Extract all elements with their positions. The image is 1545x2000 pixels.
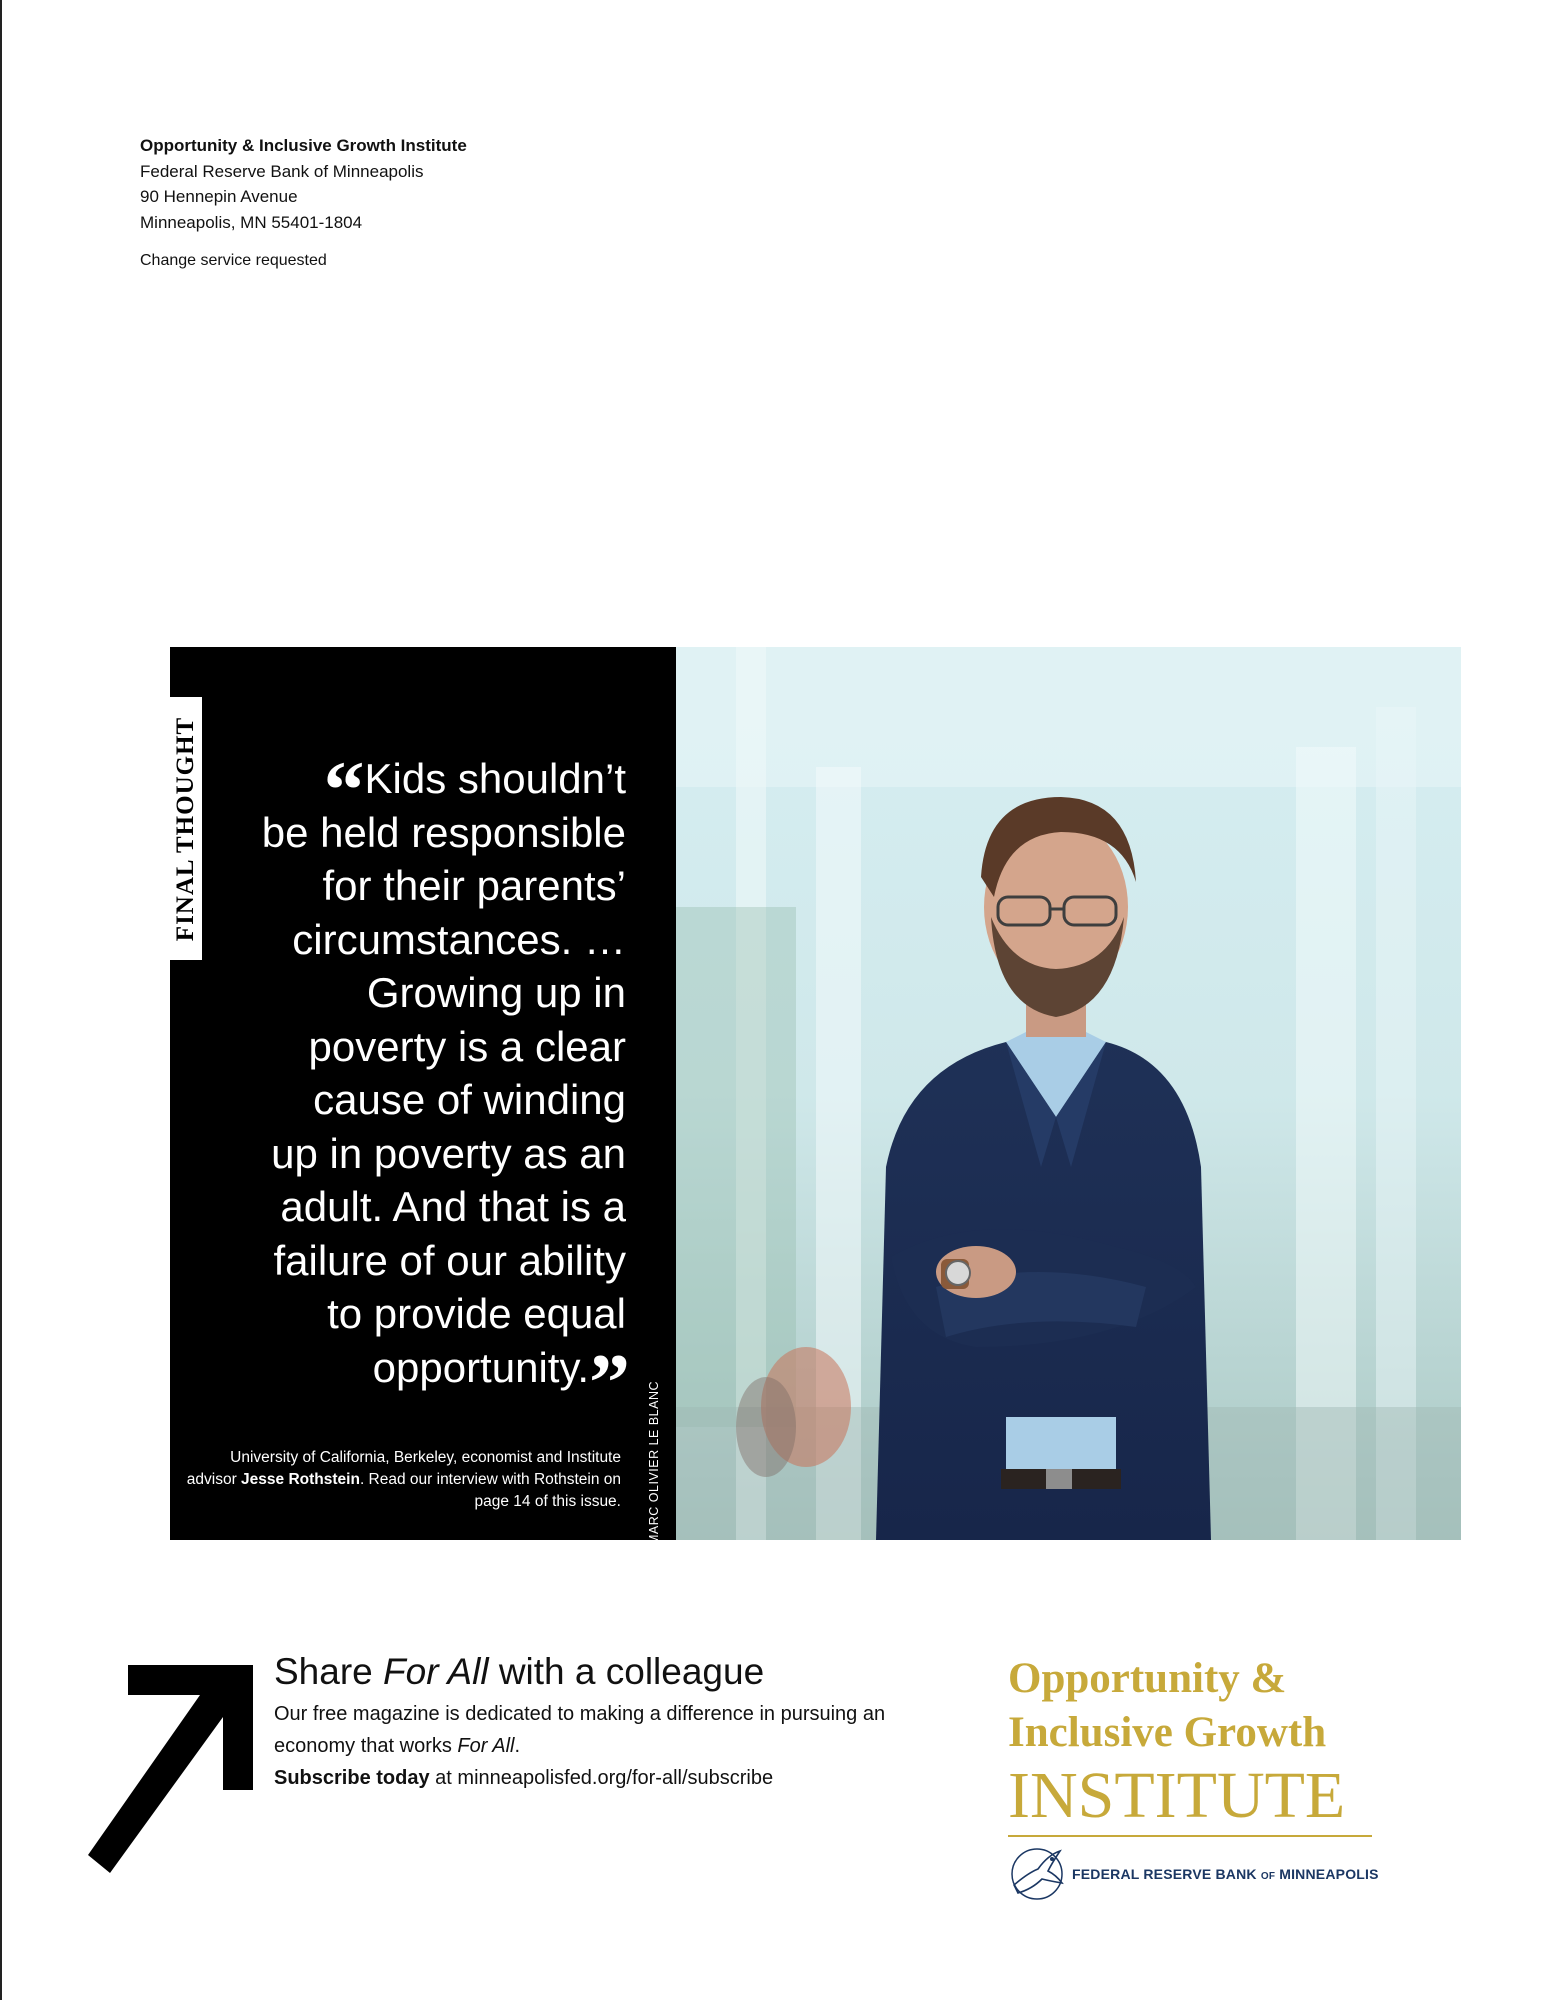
quote-line: “Kids shouldn’t	[323, 744, 626, 835]
share-promo	[274, 1650, 914, 1794]
quote-line: circumstances. …	[292, 915, 626, 963]
quote-line: for their parents’	[322, 862, 626, 909]
institute-logo	[1008, 1652, 1388, 1903]
subscribe-url[interactable]: at minneapolisfed.org/for-all/subscribe	[429, 1767, 774, 1789]
share-body: Our free magazine is dedicated to making a difference in pursuing an economy that works For All.	[274, 1703, 886, 1757]
logo-line-1: Opportunity &	[1008, 1655, 1287, 1702]
address-org-name: Opportunity & Inclusive Growth Institute	[140, 136, 467, 155]
fed-signature	[1008, 1845, 1388, 1903]
quote-line: Growing up in	[366, 969, 626, 1016]
address-bank: Federal Reserve Bank of Minneapolis	[140, 161, 424, 181]
quote-line: adult. And that is a	[280, 1183, 626, 1230]
final-thought-label: FINAL THOUGHT	[172, 716, 200, 941]
speaker-name: Jesse Rothstein	[241, 1471, 360, 1488]
logo-rule	[1008, 1835, 1372, 1837]
quote-attribution: University of California, Berkeley, economist and Institute advisor Jesse Rothstein. Read our interview with Rothstein on page 14 of this issue.	[186, 1449, 621, 1510]
open-quote-mark: “	[323, 744, 361, 835]
logo-line-2: Inclusive Growth	[1008, 1709, 1327, 1756]
quote-panel	[170, 647, 676, 1545]
quote-line: poverty is a clear	[308, 1022, 626, 1070]
share-arrow-icon	[88, 1665, 258, 1885]
quote-line: failure of our ability	[273, 1236, 626, 1284]
quote-line: to provide equal	[327, 1290, 626, 1337]
share-headline: Share For All with a colleague	[274, 1651, 765, 1692]
portrait-photo	[676, 647, 1461, 1540]
address-street: 90 Hennepin Avenue	[140, 187, 298, 206]
quote-line: be held responsible	[261, 808, 626, 856]
final-thought-feature	[170, 647, 1461, 1545]
fed-bank-name: FEDERAL RESERVE BANK OF MINNEAPOLIS	[1072, 1866, 1379, 1882]
service-note: Change service requested	[140, 252, 327, 269]
subscribe-line[interactable]: Subscribe today at minneapolisfed.org/for-all/subscribe	[274, 1767, 774, 1789]
photo-credit: MARC OLIVIER LE BLANC	[647, 1380, 661, 1545]
page-edge-line	[0, 0, 2, 2000]
quote-line: opportunity.”	[372, 1336, 626, 1428]
pull-quote	[206, 744, 626, 1428]
quote-line: cause of winding	[313, 1076, 626, 1123]
close-quote-mark: ”	[589, 1336, 626, 1428]
address-city: Minneapolis, MN 55401-1804	[140, 212, 363, 232]
eagle-seal-icon	[1008, 1845, 1066, 1903]
mailing-address	[140, 133, 467, 274]
logo-line-3: INSTITUTE	[1008, 1759, 1346, 1832]
final-thought-tab	[170, 697, 202, 960]
portrait-illustration	[676, 647, 1461, 1540]
quote-line: up in poverty as an	[271, 1129, 626, 1177]
